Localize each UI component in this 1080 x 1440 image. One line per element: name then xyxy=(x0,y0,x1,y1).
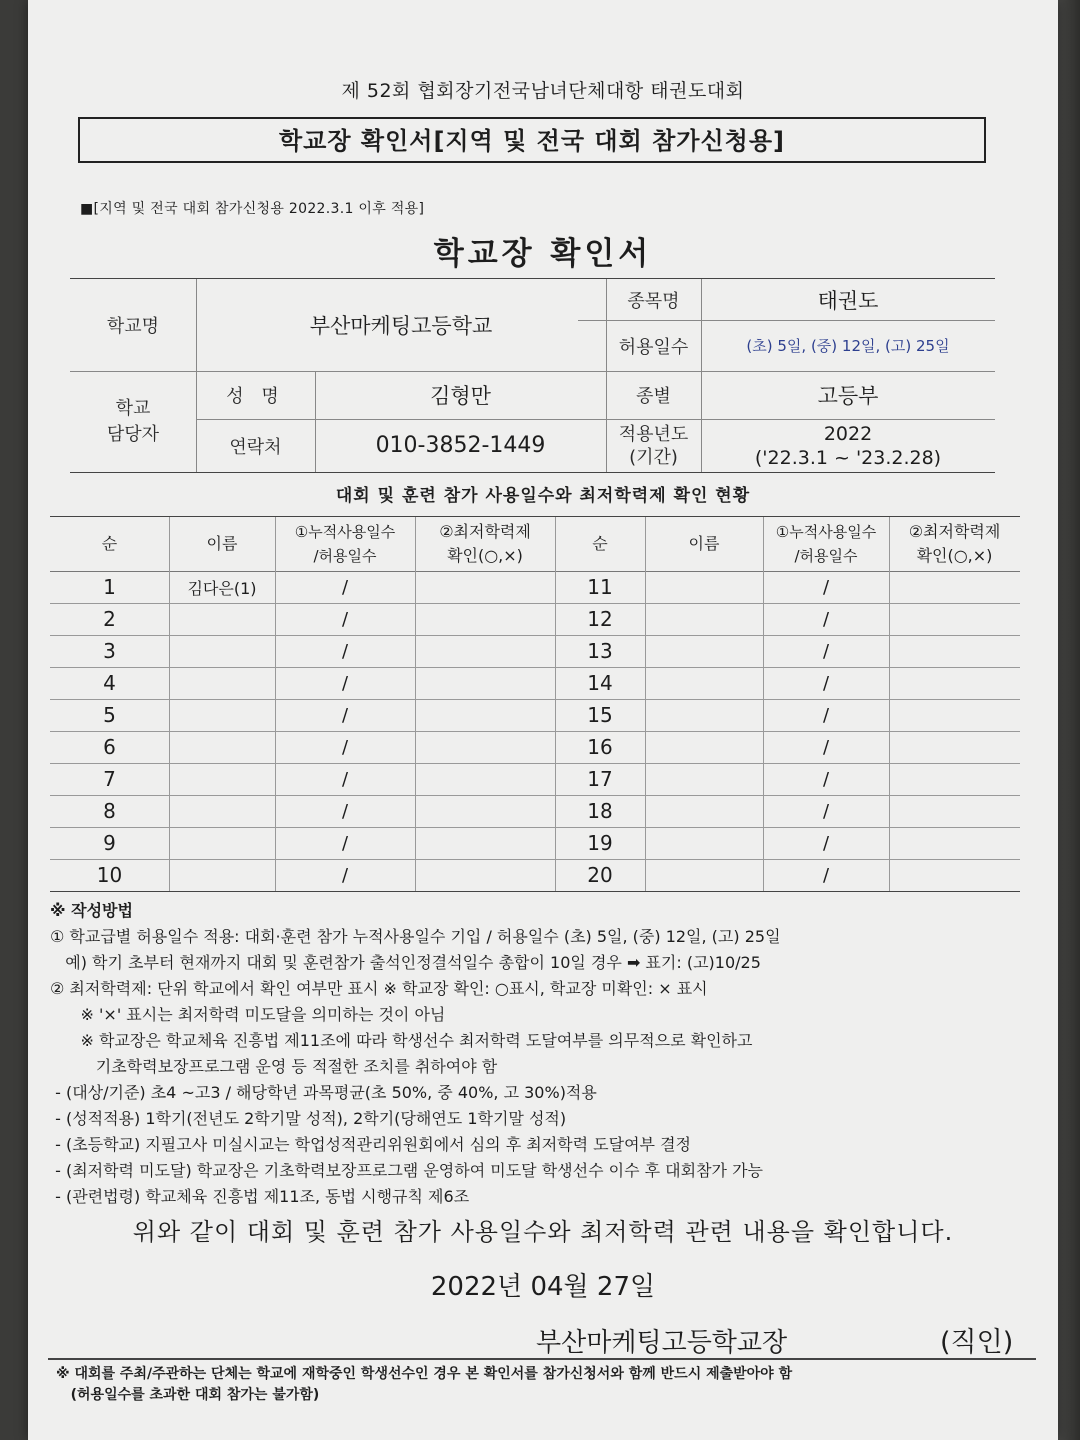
days-cell: / xyxy=(341,832,349,854)
row-number: 2 xyxy=(103,607,116,631)
student-name xyxy=(169,603,275,635)
student-name xyxy=(645,667,763,699)
instruction-line: ※ '×' 표시는 최저학력 미도달을 의미하는 것이 아님 xyxy=(50,1005,446,1024)
instruction-line: - (관련법령) 학교체육 진흥법 제11조, 동법 시행규칙 제6조 xyxy=(50,1187,470,1206)
days-cell: / xyxy=(341,672,349,694)
row-number: 9 xyxy=(103,831,116,855)
footer-line-2: (허용일수를 초과한 대회 참가는 불가함) xyxy=(56,1387,320,1403)
days-cell: / xyxy=(341,576,349,598)
academic-check-cell xyxy=(415,699,555,731)
row-number: 20 xyxy=(587,863,613,887)
student-name xyxy=(645,731,763,763)
row-number: 13 xyxy=(587,639,613,663)
document-heading: 학교장 확인서 xyxy=(433,236,653,272)
days-cell: / xyxy=(822,672,830,694)
division-label: 종별 xyxy=(636,386,671,407)
confirmation-statement: 위와 같이 대회 및 훈련 참가 사용일수와 최저학력 관련 내용을 확인합니다. xyxy=(132,1218,954,1246)
roster-table xyxy=(50,516,1020,892)
student-name xyxy=(645,603,763,635)
days-cell: / xyxy=(822,736,830,758)
header-no-right: 순 xyxy=(592,534,608,553)
student-name xyxy=(169,699,275,731)
academic-check-cell xyxy=(889,571,1020,603)
instructions xyxy=(50,898,1040,1210)
days-cell: / xyxy=(341,736,349,758)
header-min-academic: ②최저학력제 확인(○,×) xyxy=(439,522,531,565)
allowed-days-value: (초) 5일, (중) 12일, (고) 25일 xyxy=(746,337,950,355)
academic-check-cell xyxy=(889,603,1020,635)
row-number: 3 xyxy=(103,639,116,663)
row-number: 8 xyxy=(103,799,116,823)
student-name xyxy=(169,763,275,795)
student-name xyxy=(645,699,763,731)
student-name xyxy=(169,795,275,827)
background-shadow xyxy=(1056,0,1080,1440)
student-name xyxy=(645,795,763,827)
header-days: ①누적사용일수 /허용일수 xyxy=(294,523,396,565)
academic-check-cell xyxy=(889,667,1020,699)
days-cell: / xyxy=(822,608,830,630)
academic-check-cell xyxy=(889,699,1020,731)
academic-check-cell xyxy=(415,603,555,635)
instruction-line: ① 학교급별 허용일수 적용: 대회·훈련 참가 누적사용일수 기입 / 허용일수 (초) 5일, (중) 12일, (고) 25일 xyxy=(50,927,781,946)
school-name-label: 학교명 xyxy=(106,316,160,337)
contact-value: 010-3852-1449 xyxy=(375,433,546,458)
academic-check-cell xyxy=(889,859,1020,891)
contact-label: 연락처 xyxy=(229,436,282,458)
days-cell: / xyxy=(822,576,830,598)
sport-label: 종목명 xyxy=(627,290,680,312)
student-name xyxy=(169,859,275,891)
year-cell xyxy=(701,419,995,472)
row-number: 4 xyxy=(103,671,116,695)
student-name xyxy=(645,635,763,667)
row-number: 6 xyxy=(103,735,116,759)
days-cell: / xyxy=(341,864,349,886)
footer-line-1: ※ 대회를 주최/주관하는 단체는 학교에 재학중인 학생선수인 경우 본 확인서를 참가신청서와 함께 반드시 제출받아야 함 xyxy=(56,1366,793,1382)
confirmation-date: 2022년 04월 27일 xyxy=(430,1272,656,1302)
period-value: ('22.3.1 ~ '23.2.28) xyxy=(754,446,942,469)
event-title: 제 52회 협회장기전국남녀단체대항 태권도대회 xyxy=(341,80,745,102)
document-page xyxy=(28,0,1058,1440)
row-number: 11 xyxy=(587,575,613,599)
academic-check-cell xyxy=(889,795,1020,827)
student-name xyxy=(645,763,763,795)
header-name-right: 이름 xyxy=(688,534,720,553)
row-number: 15 xyxy=(587,703,613,727)
row-number: 17 xyxy=(587,767,613,791)
principal-signature: 부산마케팅고등학교장 xyxy=(536,1328,788,1358)
header-days-right: ①누적사용일수 /허용일수 xyxy=(775,523,877,565)
academic-check-cell xyxy=(415,571,555,603)
days-cell: / xyxy=(822,704,830,726)
instruction-line: - (최저학력 미도달) 학교장은 기초학력보장프로그램 운영하여 미도달 학생선수 이수 후 대회참가 가능 xyxy=(50,1161,763,1180)
row-number: 5 xyxy=(103,703,116,727)
manager-label: 학교 담당자 xyxy=(106,397,160,445)
instruction-line: - (초등학교) 지필고사 미실시교는 학업성적관리위원회에서 심의 후 최저학력 도달여부 결정 xyxy=(50,1135,691,1154)
footer-note xyxy=(56,1364,1036,1406)
days-cell: / xyxy=(341,768,349,790)
academic-check-cell xyxy=(889,635,1020,667)
header-no: 순 xyxy=(101,534,118,553)
header-name: 이름 xyxy=(206,534,238,553)
days-cell: / xyxy=(341,800,349,822)
student-name xyxy=(169,827,275,859)
student-name xyxy=(645,827,763,859)
division-value: 고등부 xyxy=(817,384,879,408)
instructions-lines xyxy=(50,924,1040,1210)
student-name xyxy=(645,859,763,891)
instruction-line: 예) 학기 초부터 현재까지 대회 및 훈련참가 출석인정결석일수 총합이 10일 경우 ➡ 표기: (고)10/25 xyxy=(50,953,761,972)
year-value: 2022 xyxy=(823,422,873,445)
instruction-line: ※ 학교장은 학교체육 진흥법 제11조에 따라 학생선수 최저학력 도달여부를 의무적으로 확인하고 xyxy=(50,1031,753,1050)
days-cell: / xyxy=(341,608,349,630)
apply-note: ■[지역 및 전국 대회 참가신청용 2022.3.1 이후 적용] xyxy=(80,201,425,217)
instruction-line: 기초학력보장프로그램 운영 등 적절한 조치를 취하여야 함 xyxy=(50,1057,498,1076)
footer-divider xyxy=(48,1358,1036,1360)
academic-check-cell xyxy=(415,635,555,667)
student-name xyxy=(169,635,275,667)
academic-check-cell xyxy=(415,795,555,827)
student-name: 김다은(1) xyxy=(187,578,257,598)
manager-name: 김형만 xyxy=(430,384,491,408)
student-name xyxy=(645,571,763,603)
header-min-academic-right: ②최저학력제 확인(○,×) xyxy=(908,522,1001,565)
days-cell: / xyxy=(822,864,830,886)
academic-check-cell xyxy=(415,667,555,699)
school-name: 부산마케팅고등학교 xyxy=(309,314,493,338)
name-label: 성 명 xyxy=(226,386,285,407)
student-name xyxy=(169,731,275,763)
instruction-line: - (성적적용) 1학기(전년도 2학기말 성적), 2학기(당해연도 1학기말 성적) xyxy=(50,1109,567,1128)
year-label: 적용년도 (기간) xyxy=(618,423,689,468)
academic-check-cell xyxy=(415,827,555,859)
academic-check-cell xyxy=(415,731,555,763)
instruction-line: - (대상/기준) 초4 ~고3 / 해당학년 과목평균(초 50%, 중 40%, 고 30%)적용 xyxy=(50,1083,597,1102)
row-number: 16 xyxy=(587,735,613,759)
instruction-line: ② 최저학력제: 단위 학교에서 확인 여부만 표시 ※ 학교장 확인: ○표시, 학교장 미확인: × 표시 xyxy=(50,979,708,998)
days-cell: / xyxy=(822,832,830,854)
row-number: 7 xyxy=(103,767,116,791)
status-heading: 대회 및 훈련 참가 사용일수와 최저학력제 확인 현황 xyxy=(335,486,751,506)
row-number: 19 xyxy=(587,831,613,855)
student-name xyxy=(169,667,275,699)
row-number: 10 xyxy=(96,863,123,887)
academic-check-cell xyxy=(889,827,1020,859)
instructions-title: ※ 작성방법 xyxy=(50,901,133,920)
sport-value: 태권도 xyxy=(817,288,879,313)
academic-check-cell xyxy=(889,763,1020,795)
row-number: 12 xyxy=(587,607,613,631)
official-seal: (직인) xyxy=(940,1327,1014,1358)
form-title-box: 학교장 확인서[지역 및 전국 대회 참가신청용] xyxy=(78,117,986,163)
allowed-days-label: 허용일수 xyxy=(618,336,689,358)
row-number: 18 xyxy=(587,799,613,823)
days-cell: / xyxy=(822,640,830,662)
academic-check-cell xyxy=(415,763,555,795)
row-number: 1 xyxy=(103,575,116,599)
days-cell: / xyxy=(822,800,830,822)
academic-check-cell xyxy=(889,731,1020,763)
school-info-table xyxy=(70,278,995,473)
days-cell: / xyxy=(341,640,349,662)
days-cell: / xyxy=(822,768,830,790)
row-number: 14 xyxy=(587,671,613,695)
academic-check-cell xyxy=(415,859,555,891)
days-cell: / xyxy=(341,704,349,726)
